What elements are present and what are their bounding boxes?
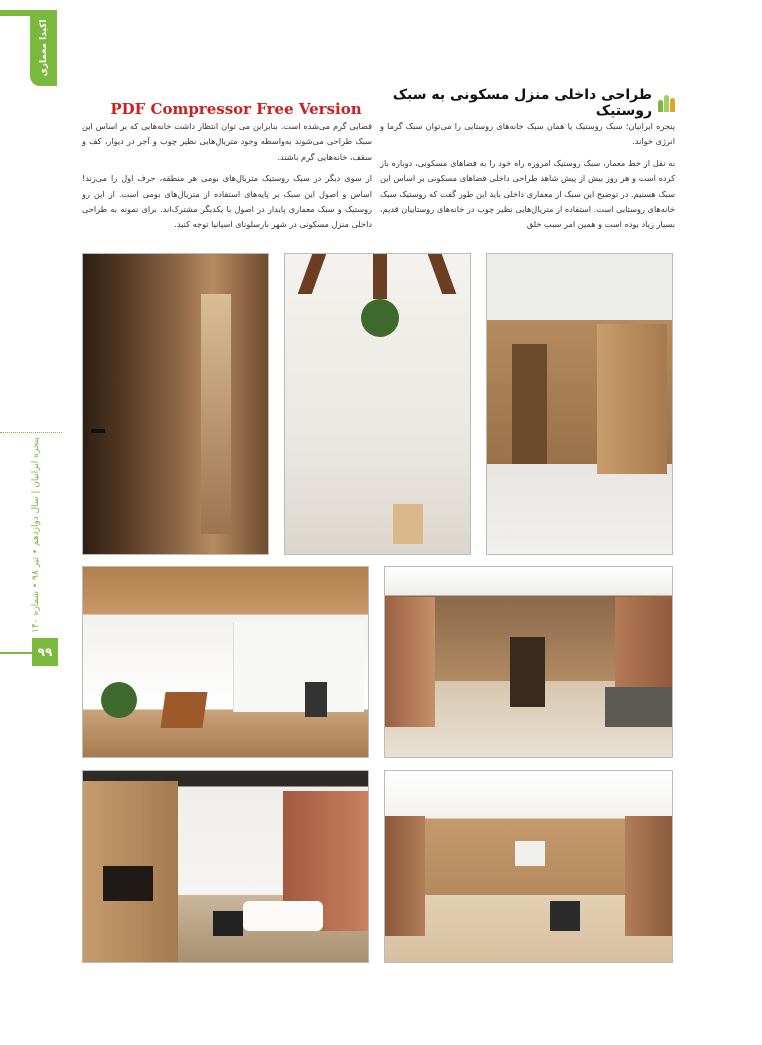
photo-wood-corridor: [82, 253, 269, 555]
photo-living-room: [82, 770, 369, 963]
page-number: ۹۹: [32, 638, 58, 666]
photo-white-hall: [284, 253, 471, 555]
section-tab-label: اکیدا معماری: [38, 19, 49, 77]
side-label: [16, 430, 56, 640]
section-tab: [30, 10, 57, 86]
photo-wood-room: [486, 253, 673, 555]
page-number-line: [0, 652, 32, 654]
article-title: طراحی داخلی منزل مسکونی به سبک روستیک: [392, 87, 653, 119]
leaf-icon: [658, 94, 675, 112]
watermark: PDF Compressor Free Version: [110, 100, 362, 118]
paragraph: از سوی دیگر در سبک روستیک متریال‌های بومی هر منطقه، حرف اول را می‌زند! اساس و اصول این سبک بر پایه‌های استفاده از متریال‌های بومی است. از این رو روستیک و سبک معماری پایدار در اصول با یکدیگر مشترک‌اند. برای نمونه به طراحی داخلی منزل مسکونی در شهر بارسلونای اسپانیا توجه کنید.: [82, 173, 372, 230]
article-title-row: [380, 87, 675, 119]
photo-kitchen-wood: [384, 770, 673, 963]
paragraph: پنجره ایرانیان؛ سبک روستیک یا همان سبک خانه‌های روستایی را می‌توان سبک گرما و انرژی خواند.: [380, 121, 675, 147]
article-column-left: [82, 119, 372, 239]
photo-living-kitchen: [82, 566, 369, 758]
side-label-text: پنجره ایرانیان | سال دوازدهم • تیر ۹۸ • شماره ۱۴۰: [31, 437, 41, 633]
paragraph: فضایی گرم می‌شده است. بنابراین می توان انتظار داشت خانه‌هایی که بر اساس این سبک طراحی می‌شوند به‌واسطه وجود متریال‌هایی نظیر چوب و آجر در دیوار، کف و سقف، خانه‌هایی گرم باشند.: [82, 121, 372, 162]
article-column-right: [380, 119, 675, 239]
photo-kitchen-brick: [384, 566, 673, 758]
paragraph: به نقل از خط معمار، سبک روستیک امروزه راه خود را به فضاهای مسکونی، دوباره باز کرده است و هر روز بیش از پیش شاهد طراحی داخلی فضاهای مسکونی بر اساس این سبک هستیم. در توضیح این سبک از معماری داخلی باید این طور گفت که روستیک سبک خانه‌های روستایی است. استفاده از متریال‌هایی نظیر چوب در خانه‌های روستاییان قدیم، بسیار زیاد بوده است و همین امر سبب خلق: [380, 157, 675, 230]
